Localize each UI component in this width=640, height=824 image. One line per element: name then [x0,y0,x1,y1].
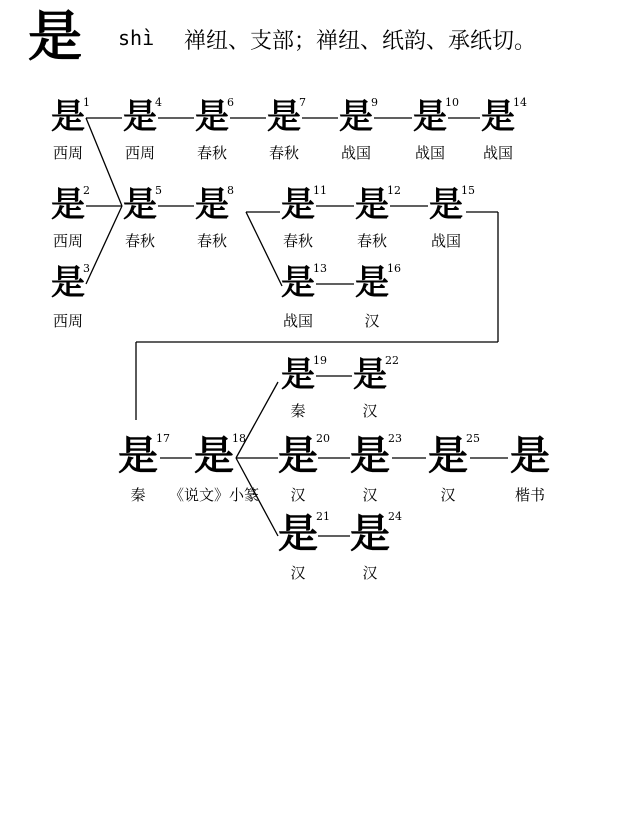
glyph-form-24: 是 [350,510,390,557]
form-number: 16 [387,262,401,275]
glyph-form-5: 是 [123,185,157,225]
glyph-form-22: 是 [353,355,387,395]
glyph-form-23: 是 [350,432,390,479]
era-caption: 战国 [340,144,371,162]
era-caption: 楷书 [514,486,545,504]
era-caption: 春秋 [268,144,299,162]
glyph-form-25: 是 [428,432,468,479]
glyph-form-9: 是 [339,97,373,137]
era-caption: 春秋 [124,232,155,250]
form-number: 4 [155,96,162,109]
form-number: 24 [388,510,402,523]
form-number: 6 [227,96,234,109]
glyph-form-17: 是 [118,432,158,479]
pinyin-reading: shì [118,26,155,50]
glyph-form-3: 是 [51,263,85,303]
form-number: 20 [316,432,330,445]
glyph-form-12: 是 [355,185,389,225]
form-number: 13 [313,262,327,275]
form-number: 8 [227,184,234,197]
glyph-form-11: 是 [281,185,315,225]
glyph-form-26: 是 [510,432,550,479]
glyph-form-4: 是 [123,97,157,137]
era-caption: 西周 [124,144,155,162]
glyph-form-8: 是 [195,185,229,225]
era-caption: 战国 [282,312,313,330]
era-caption: 春秋 [282,232,313,250]
glyph-form-16: 是 [355,263,389,303]
era-caption: 汉 [364,312,380,330]
form-number: 17 [156,432,170,445]
era-caption: 《说文》小篆 [168,486,259,504]
era-caption: 汉 [362,564,378,582]
glyph-form-1: 是 [51,97,85,137]
form-number: 10 [445,96,459,109]
era-caption: 汉 [362,402,378,420]
era-caption: 春秋 [196,144,227,162]
glyph-form-7: 是 [267,97,301,137]
glyph-form-20: 是 [278,432,318,479]
form-number: 21 [316,510,330,523]
era-caption: 战国 [414,144,445,162]
era-caption: 汉 [290,564,306,582]
glyph-form-19: 是 [281,355,315,395]
glyph-form-15: 是 [429,185,463,225]
era-caption: 汉 [440,486,456,504]
form-number: 14 [513,96,527,109]
glyph-form-18: 是 [194,432,234,479]
era-caption: 秦 [290,402,306,420]
headword-character: 是 [28,4,82,68]
phonology-description: 禅纽、支部；禅纽、纸韵、承纸切。 [184,29,537,54]
era-caption: 汉 [290,486,306,504]
era-caption: 西周 [52,232,83,250]
form-number: 5 [155,184,162,197]
form-number: 2 [83,184,90,197]
form-number: 9 [371,96,378,109]
form-number: 15 [461,184,475,197]
era-caption: 汉 [362,486,378,504]
form-number: 11 [313,184,327,197]
glyph-form-10: 是 [413,97,447,137]
era-caption: 秦 [130,486,146,504]
era-caption: 春秋 [356,232,387,250]
form-number: 12 [387,184,401,197]
glyph-form-6: 是 [195,97,229,137]
era-caption: 春秋 [196,232,227,250]
glyph-form-2: 是 [51,185,85,225]
form-number: 22 [385,354,399,367]
glyph-form-21: 是 [278,510,318,557]
form-number: 1 [83,96,90,109]
era-caption: 西周 [52,312,83,330]
era-caption: 战国 [482,144,513,162]
glyph-form-14: 是 [481,97,515,137]
era-caption: 战国 [430,232,461,250]
era-caption: 西周 [52,144,83,162]
form-number: 23 [388,432,402,445]
form-number: 3 [83,262,90,275]
form-number: 25 [466,432,480,445]
glyph-form-13: 是 [281,263,315,303]
form-number: 19 [313,354,327,367]
form-number: 7 [299,96,306,109]
form-number: 18 [232,432,246,445]
